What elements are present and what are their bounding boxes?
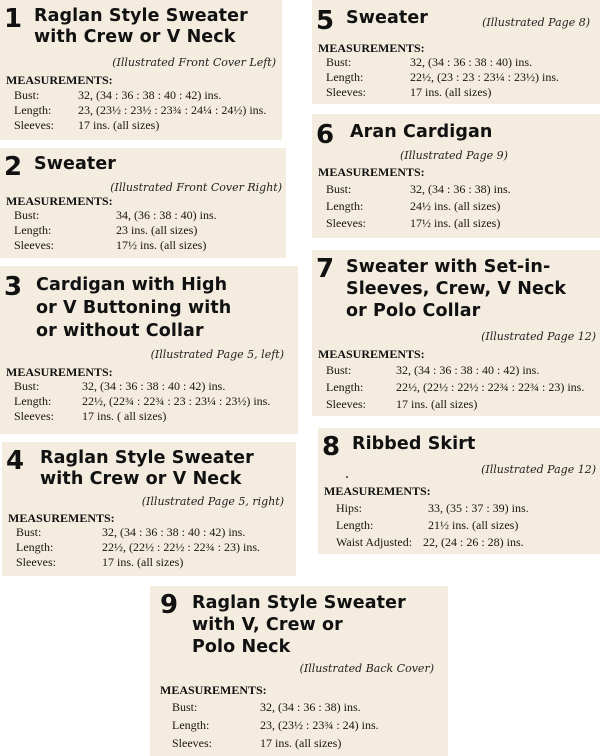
pattern-number: 1 (4, 4, 23, 34)
measurements-label: MEASUREMENTS: (318, 165, 425, 179)
illustrated-note: (Illustrated Page 8) (482, 16, 590, 29)
row-value: 23 ins. (all sizes) (116, 223, 198, 237)
row-label: Length: (16, 540, 54, 554)
row-value: 32, (34 : 36 : 38 : 40) ins. (410, 55, 532, 69)
row-value: 32, (34 : 36 : 38 : 40 : 42) ins. (102, 525, 246, 539)
row-label: Bust: (172, 700, 198, 714)
row-value: 17 ins. (all sizes) (410, 85, 492, 99)
pattern-title: Aran Cardigan (350, 122, 493, 142)
illustrated-note: (Illustrated Page 12) (481, 463, 596, 476)
pattern-card-7 (312, 250, 600, 416)
row-label: Bust: (326, 55, 352, 69)
row-label: Bust: (14, 88, 40, 102)
row-label: Waist Adjusted: (336, 535, 413, 549)
row-value: 17½ ins. (all sizes) (116, 238, 207, 252)
pattern-number: 6 (316, 120, 335, 150)
illustrated-note: (Illustrated Front Cover Right) (110, 181, 282, 194)
pattern-title: Raglan Style Sweater with Crew or V Neck (40, 448, 254, 489)
row-label: Bust: (14, 208, 40, 222)
row-value: 17½ ins. (all sizes) (410, 216, 501, 230)
row-label: Length: (14, 394, 52, 408)
row-label: Sleeves: (14, 409, 54, 423)
row-value: 32, (34 : 36 : 38) ins. (410, 182, 511, 196)
row-label: Length: (336, 518, 374, 532)
row-value: 17 ins. (all sizes) (260, 736, 342, 750)
illustrated-note: (Illustrated Back Cover) (299, 662, 434, 675)
pattern-card-1 (0, 0, 282, 140)
row-label: Sleeves: (326, 85, 366, 99)
pattern-card-8 (318, 428, 600, 554)
row-label: Length: (326, 70, 364, 84)
pattern-title: Sweater with Set-in- Sleeves, Crew, V Neck or Polo Collar (346, 257, 567, 321)
pattern-card-6 (312, 114, 600, 238)
row-label: Length: (14, 223, 52, 237)
row-value: 32, (34 : 36 : 38) ins. (260, 700, 361, 714)
row-value: 17 ins. (all sizes) (396, 397, 478, 411)
row-value: 23, (23½ : 23½ : 23¾ : 24¼ : 24½) ins. (78, 103, 267, 117)
row-label: Length: (14, 103, 52, 117)
row-value: 22½, (23 : 23 : 23¼ : 23½) ins. (410, 70, 559, 84)
row-label: Bust: (326, 182, 352, 196)
illustrated-note: (Illustrated Front Cover Left) (112, 56, 276, 69)
illustrated-note: (Illustrated Page 5, right) (141, 495, 284, 508)
row-value: 22½, (22½ : 22½ : 22¾ : 22¾ : 23) ins. (396, 380, 585, 394)
row-label: Bust: (326, 363, 352, 377)
row-value: 32, (34 : 36 : 38 : 40 : 42) ins. (78, 88, 222, 102)
row-value: 17 ins. ( all sizes) (82, 409, 167, 423)
row-label: Sleeves: (14, 118, 54, 132)
measurements-label: MEASUREMENTS: (6, 73, 113, 87)
row-label: Sleeves: (326, 216, 366, 230)
row-value: 34, (36 : 38 : 40) ins. (116, 208, 217, 222)
pattern-card-9 (150, 586, 448, 756)
pattern-title: Sweater (346, 8, 429, 28)
row-value: 32, (34 : 36 : 38 : 40 : 42) ins. (396, 363, 540, 377)
row-label: Sleeves: (172, 736, 212, 750)
row-label: Length: (326, 380, 364, 394)
illustrated-note: (Illustrated Page 5, left) (150, 348, 284, 361)
row-value: 32, (34 : 36 : 38 : 40 : 42) ins. (82, 379, 226, 393)
measurements-label: MEASUREMENTS: (324, 484, 431, 498)
row-label: Bust: (14, 379, 40, 393)
row-value: 17 ins. (all sizes) (102, 555, 184, 569)
row-value: 21½ ins. (all sizes) (428, 518, 519, 532)
row-label: Bust: (16, 525, 42, 539)
measurements-label: MEASUREMENTS: (160, 683, 267, 697)
pattern-title: Ribbed Skirt (352, 434, 476, 454)
pattern-title: Raglan Style Sweater with V, Crew or Polo Neck (192, 593, 406, 657)
pattern-number: 2 (4, 152, 23, 182)
row-label: Sleeves: (326, 397, 366, 411)
measurements-label: MEASUREMENTS: (318, 347, 425, 361)
pattern-number: 3 (4, 272, 23, 302)
illustrated-note: (Illustrated Page 9) (400, 149, 508, 162)
row-value: 22½, (22¾ : 22¾ : 23 : 23¼ : 23½) ins. (82, 394, 271, 408)
pattern-title: Raglan Style Sweater with Crew or V Neck (34, 6, 248, 47)
speck-mark (346, 476, 348, 478)
row-value: 24½ ins. (all sizes) (410, 199, 501, 213)
pattern-number: 8 (322, 432, 341, 462)
pattern-card-3 (0, 266, 298, 434)
measurements-label: MEASUREMENTS: (318, 41, 425, 55)
row-value: 23, (23½ : 23¾ : 24) ins. (260, 718, 379, 732)
row-label: Length: (326, 199, 364, 213)
pattern-number: 7 (316, 254, 335, 284)
pattern-title: Sweater (34, 154, 117, 174)
pattern-card-4 (2, 442, 296, 576)
pattern-card-2 (0, 148, 286, 258)
measurements-label: MEASUREMENTS: (6, 365, 113, 379)
row-label: Sleeves: (16, 555, 56, 569)
row-value: 33, (35 : 37 : 39) ins. (428, 501, 529, 515)
measurements-label: MEASUREMENTS: (6, 194, 113, 208)
row-value: 17 ins. (all sizes) (78, 118, 160, 132)
pattern-number: 4 (6, 446, 25, 476)
pattern-card-5 (312, 0, 600, 104)
row-value: 22½, (22½ : 22½ : 22¾ : 23) ins. (102, 540, 260, 554)
row-label: Sleeves: (14, 238, 54, 252)
row-label: Hips: (336, 501, 363, 515)
row-value: 22, (24 : 26 : 28) ins. (423, 535, 524, 549)
pattern-title: Cardigan with High or V Buttoning with or without Collar (36, 275, 232, 341)
row-label: Length: (172, 718, 210, 732)
pattern-number: 5 (316, 6, 335, 36)
illustrated-note: (Illustrated Page 12) (481, 330, 596, 343)
pattern-number: 9 (160, 590, 179, 620)
measurements-label: MEASUREMENTS: (8, 511, 115, 525)
